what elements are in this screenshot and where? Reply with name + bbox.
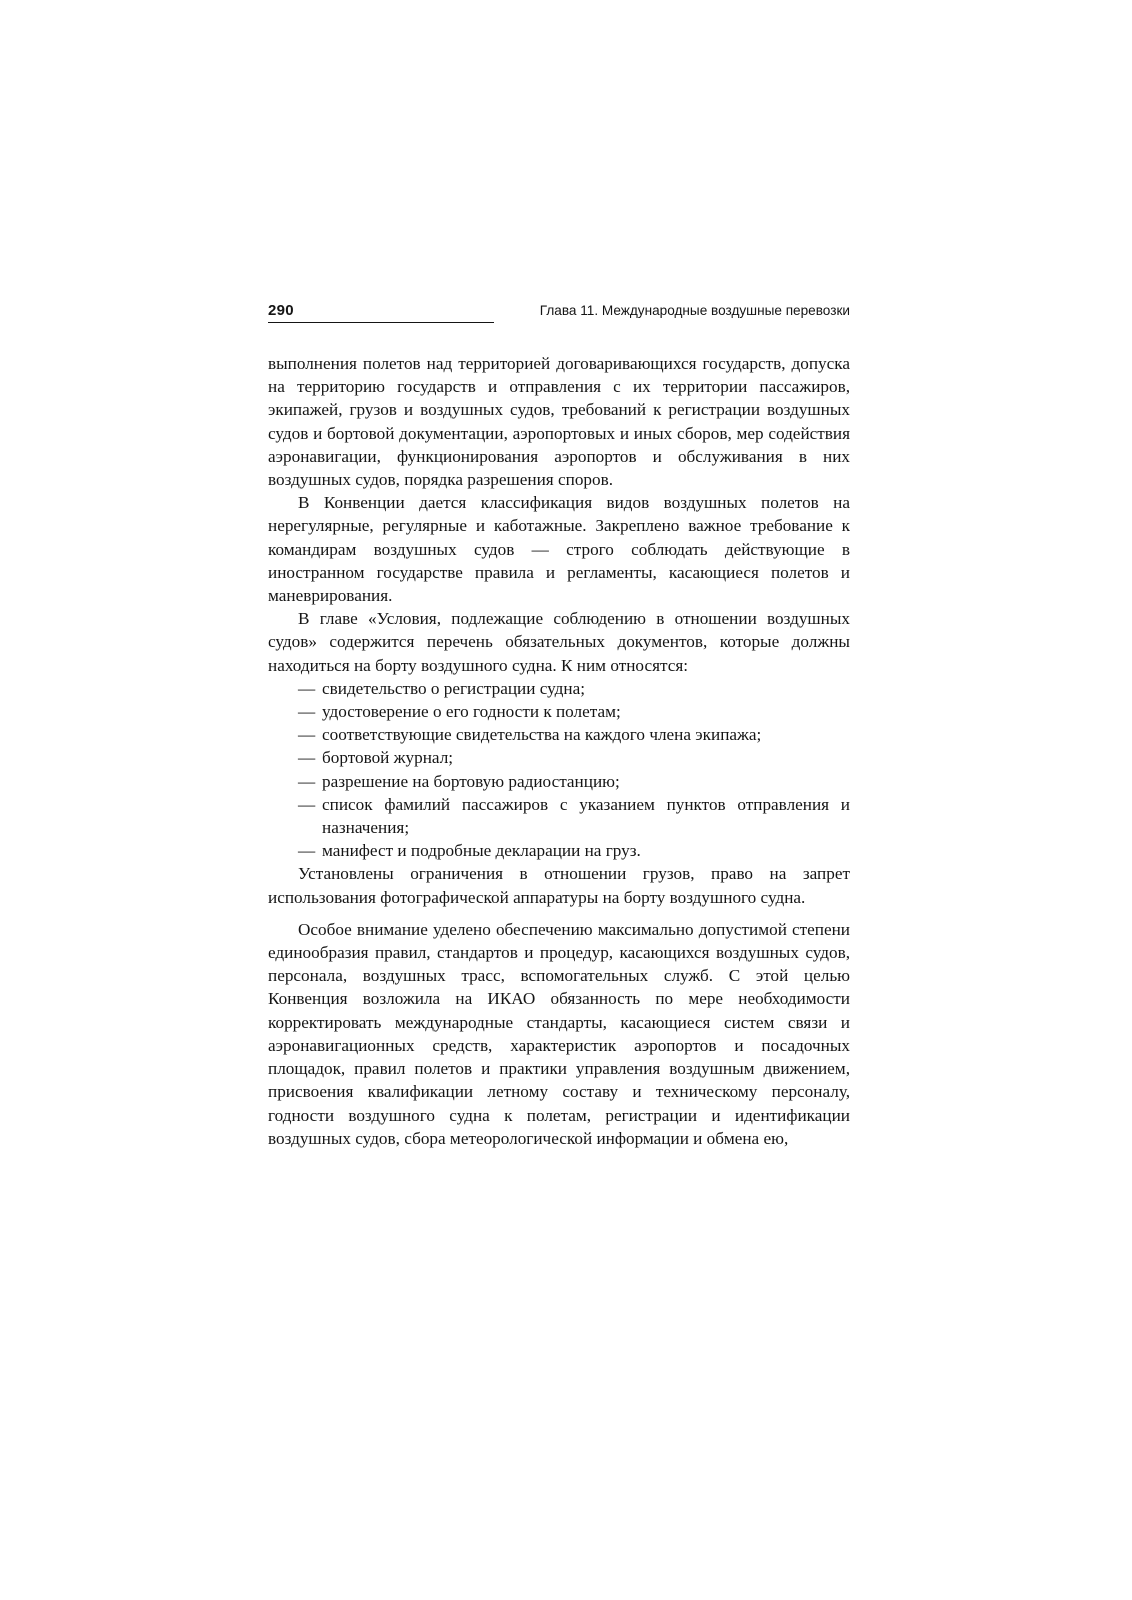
list-dash: — (298, 725, 316, 745)
list-item-text: список фамилий пассажиров с указанием пунктов отправления и назначения; (322, 794, 850, 838)
list-dash: — (298, 678, 316, 698)
list-dash: — (298, 841, 316, 861)
list-dash: — (298, 748, 316, 768)
list-item-text: свидетельство о регистрации судна; (322, 678, 585, 698)
list-dash: — (298, 771, 316, 791)
list-item (268, 770, 850, 793)
body-text (268, 352, 850, 1150)
chapter-title: Глава 11. Международные воздушные перевозки (539, 303, 850, 318)
list-item-text: удостоверение о его годности к полетам; (322, 702, 621, 722)
list-item (268, 723, 850, 746)
paragraph-classification: В Конвенции дается классификация видов воздушных полетов на нерегулярные, регулярные и каботажные. Закреплено важное требование к командирам воздушных судов — строго соблюдать действующие в иностранном государстве правила и регламенты, касающиеся полетов и маневрирования. (268, 493, 850, 606)
list-item (268, 746, 850, 769)
page-number: 290 (268, 302, 294, 319)
paragraph-continuation: выполнения полетов над территорией договаривающихся государств, допуска на территорию государств и отправления с их территории пассажиров, экипажей, грузов и воздушных судов, требований к регистрации воздушных судов и бортовой документации, аэропортовых и иных сборов, мер содействия аэронавигации, функционирования аэропортов и обслуживания в них воздушных судов, порядка разрешения споров. (268, 354, 850, 490)
paragraph-cargo-restrictions: Установлены ограничения в отношении грузов, право на запрет использования фотографической аппаратуры на борту воздушного судна. (268, 864, 850, 907)
list-item-text: манифест и подробные декларации на груз. (322, 841, 641, 861)
list-item-text: соответствующие свидетельства на каждого члена экипажа; (322, 725, 762, 745)
paragraph-documents-intro: В главе «Условия, подлежащие соблюдению в отношении воздушных судов» содержится перечень обязательных документов, которые должны находиться на борту воздушного судна. К ним относятся: (268, 609, 850, 675)
list-item (268, 839, 850, 862)
list-dash: — (298, 794, 316, 814)
list-item-text: бортовой журнал; (322, 748, 454, 768)
list-item-text: разрешение на бортовую радиостанцию; (322, 771, 620, 791)
list-item (268, 677, 850, 700)
book-page (268, 300, 850, 1150)
running-head (268, 300, 850, 322)
header-rule (268, 322, 494, 323)
list-item (268, 700, 850, 723)
paragraph-standards: Особое внимание уделено обеспечению максимально допустимой степени единообразия правил, стандартов и процедур, касающихся воздушных судов, персонала, воздушных трасс, вспомогательных служб. С этой целью Конвенция возложила на ИКАО обязанность по мере необходимости корректировать международные стандарты, касающиеся систем связи и аэронавигационных средств, характеристик аэропортов и посадочных площадок, правил полетов и практики управления воздушным движением, присвоения квалификации летному составу и техническому персоналу, годности воздушного судна к полетам, регистрации и идентификации воздушных судов, сбора метеорологической информации и обмена ею, (268, 919, 850, 1148)
list-item (268, 793, 850, 839)
list-dash: — (298, 702, 316, 722)
required-documents-list (268, 677, 850, 863)
